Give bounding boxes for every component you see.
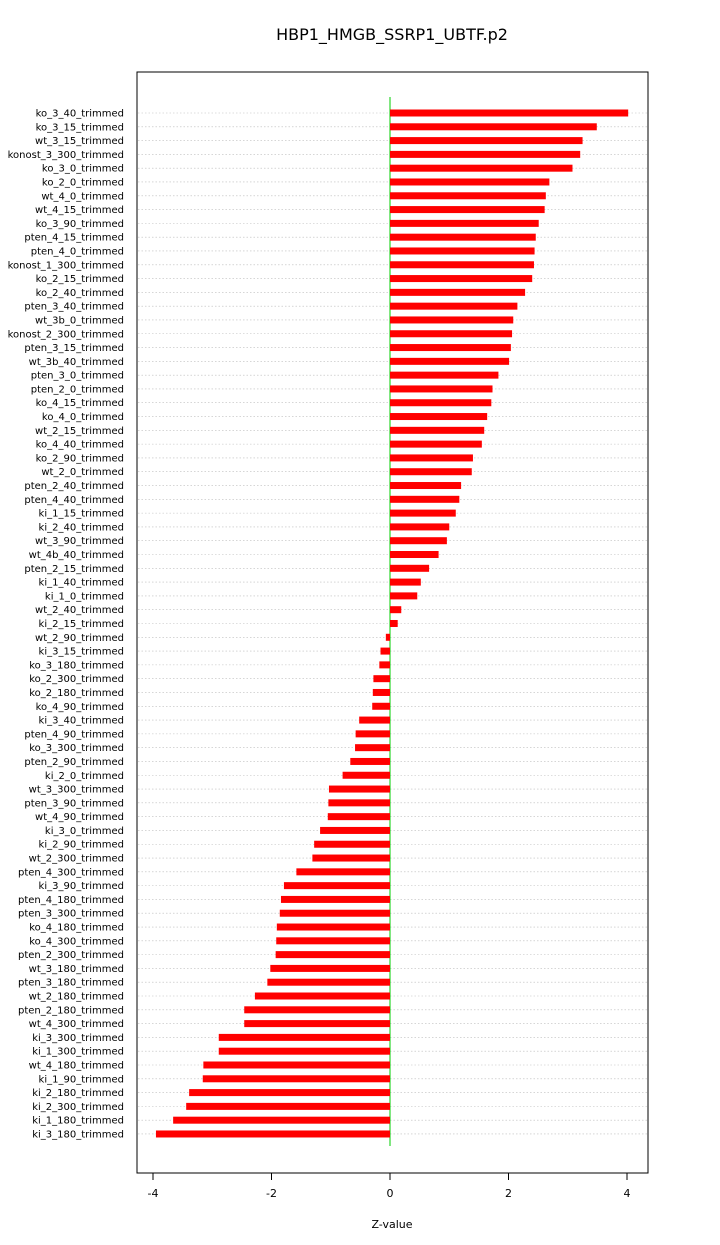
bar xyxy=(312,855,390,862)
category-label: ko_2_0_trimmed xyxy=(41,177,124,189)
bar xyxy=(381,648,390,655)
category-label: ko_3_90_trimmed xyxy=(35,218,124,230)
category-label: ko_4_15_trimmed xyxy=(35,398,124,410)
category-label: ki_1_40_trimmed xyxy=(38,577,124,589)
category-label: wt_3_15_trimmed xyxy=(35,136,124,148)
bar xyxy=(390,234,536,241)
bar xyxy=(356,730,390,737)
bar xyxy=(390,247,535,254)
bar xyxy=(276,951,390,958)
category-label: ki_1_300_trimmed xyxy=(32,1046,124,1058)
category-label: ko_4_90_trimmed xyxy=(35,701,124,713)
category-label: wt_4_0_trimmed xyxy=(41,191,124,203)
x-tick-label: 2 xyxy=(505,1187,512,1200)
bar xyxy=(280,910,390,917)
category-label: ko_2_40_trimmed xyxy=(35,287,124,299)
category-label: ki_1_0_trimmed xyxy=(44,591,124,603)
bar xyxy=(343,772,390,779)
x-tick-label: 0 xyxy=(386,1187,394,1200)
bar xyxy=(390,192,546,199)
bar xyxy=(219,1048,390,1055)
bar xyxy=(173,1117,390,1124)
category-label: pten_2_180_trimmed xyxy=(17,1005,124,1017)
category-label: ko_3_180_trimmed xyxy=(29,660,124,672)
category-label: wt_2_15_trimmed xyxy=(35,425,124,437)
category-label: ki_2_90_trimmed xyxy=(38,839,124,851)
bar xyxy=(267,979,390,986)
category-label: ki_3_300_trimmed xyxy=(32,1032,124,1044)
category-label: ko_4_180_trimmed xyxy=(29,922,124,934)
category-label: pten_4_0_trimmed xyxy=(30,246,124,258)
category-label: ko_3_40_trimmed xyxy=(35,108,124,120)
category-label: pten_4_300_trimmed xyxy=(17,867,124,879)
bar xyxy=(390,123,597,130)
category-label: pten_4_90_trimmed xyxy=(24,729,124,741)
category-label: ko_4_40_trimmed xyxy=(35,439,124,451)
bar xyxy=(390,344,511,351)
x-tick-label: -2 xyxy=(266,1187,277,1200)
category-label: wt_2_90_trimmed xyxy=(35,632,124,644)
category-label: ko_3_0_trimmed xyxy=(41,163,124,175)
category-label: ki_1_15_trimmed xyxy=(38,508,124,520)
bar xyxy=(296,868,390,875)
bar xyxy=(390,441,482,448)
category-label: wt_2_40_trimmed xyxy=(35,605,124,617)
bar xyxy=(390,510,456,517)
category-label: wt_3_90_trimmed xyxy=(35,536,124,548)
bar xyxy=(390,579,421,586)
bar xyxy=(390,413,487,420)
category-label: pten_2_0_trimmed xyxy=(30,384,124,396)
category-label: wt_3b_40_trimmed xyxy=(28,356,124,368)
bar xyxy=(390,206,545,213)
bar xyxy=(276,937,390,944)
bar xyxy=(390,592,417,599)
category-label: pten_3_180_trimmed xyxy=(17,977,124,989)
bar xyxy=(390,358,509,365)
bar xyxy=(244,1020,390,1027)
bar xyxy=(390,110,628,117)
category-label: pten_4_15_trimmed xyxy=(24,232,124,244)
category-label: ki_2_180_trimmed xyxy=(32,1088,124,1100)
x-tick-label: -4 xyxy=(147,1187,159,1200)
category-label: wt_4_180_trimmed xyxy=(28,1060,124,1072)
category-label: pten_4_180_trimmed xyxy=(17,894,124,906)
category-label: pten_4_40_trimmed xyxy=(24,494,124,506)
bar xyxy=(390,372,498,379)
category-label: ki_3_0_trimmed xyxy=(44,825,124,837)
bar xyxy=(390,275,532,282)
bar xyxy=(390,427,484,434)
category-label: ki_2_300_trimmed xyxy=(32,1101,124,1113)
category-label: wt_2_180_trimmed xyxy=(28,991,124,1003)
bar xyxy=(270,965,390,972)
bar xyxy=(390,261,534,268)
bar xyxy=(156,1130,390,1137)
category-label: ki_2_40_trimmed xyxy=(38,522,124,534)
category-label: ko_2_90_trimmed xyxy=(35,453,124,465)
category-label: ki_2_0_trimmed xyxy=(44,770,124,782)
category-label: wt_3_300_trimmed xyxy=(28,784,124,796)
category-label: ko_2_300_trimmed xyxy=(29,674,124,686)
bar xyxy=(390,165,572,172)
category-label: pten_2_40_trimmed xyxy=(24,481,124,493)
bar xyxy=(390,178,549,185)
bar xyxy=(350,758,390,765)
bar xyxy=(390,303,517,310)
category-label: pten_2_300_trimmed xyxy=(17,950,124,962)
bar xyxy=(390,151,580,158)
category-label: wt_3b_0_trimmed xyxy=(35,315,124,327)
bar xyxy=(390,606,401,613)
bar xyxy=(390,620,398,627)
bar xyxy=(373,675,390,682)
bar xyxy=(355,744,390,751)
bar xyxy=(203,1075,390,1082)
bar xyxy=(284,882,390,889)
bar xyxy=(390,482,461,489)
category-label: ki_3_180_trimmed xyxy=(32,1129,124,1141)
bar xyxy=(390,523,449,530)
x-tick-label: 4 xyxy=(623,1187,631,1200)
category-label: wt_4b_40_trimmed xyxy=(28,550,124,562)
category-label: konost_1_300_trimmed xyxy=(7,260,124,272)
bar xyxy=(390,468,472,475)
bar xyxy=(390,537,447,544)
bar xyxy=(281,896,390,903)
bar xyxy=(255,993,390,1000)
bar xyxy=(189,1089,390,1096)
category-label: pten_3_90_trimmed xyxy=(24,798,124,810)
category-label: wt_4_90_trimmed xyxy=(35,812,124,824)
category-label: ko_3_300_trimmed xyxy=(29,743,124,755)
category-label: pten_2_15_trimmed xyxy=(24,563,124,575)
category-label: ko_3_15_trimmed xyxy=(35,122,124,134)
bar xyxy=(390,385,493,392)
x-axis-label: Z-value xyxy=(371,1218,413,1231)
category-label: wt_3_180_trimmed xyxy=(28,963,124,975)
category-label: pten_3_40_trimmed xyxy=(24,301,124,313)
bar xyxy=(203,1061,390,1068)
bar xyxy=(386,634,390,641)
category-label: konost_2_300_trimmed xyxy=(7,329,124,341)
category-label: ko_2_180_trimmed xyxy=(29,687,124,699)
bar xyxy=(320,827,390,834)
bar xyxy=(390,399,491,406)
category-label: ko_4_300_trimmed xyxy=(29,936,124,948)
bar xyxy=(379,661,390,668)
bar xyxy=(186,1103,390,1110)
category-label: wt_2_300_trimmed xyxy=(28,853,124,865)
bar xyxy=(219,1034,390,1041)
bar xyxy=(277,924,390,931)
bar xyxy=(328,813,390,820)
bar xyxy=(390,565,429,572)
bar xyxy=(390,220,539,227)
bar xyxy=(372,703,390,710)
chart-title: HBP1_HMGB_SSRP1_UBTF.p2 xyxy=(276,25,508,44)
category-label: wt_2_0_trimmed xyxy=(41,467,124,479)
category-label: ki_3_90_trimmed xyxy=(38,881,124,893)
category-label: pten_2_90_trimmed xyxy=(24,756,124,768)
bar xyxy=(390,330,512,337)
category-label: ki_3_40_trimmed xyxy=(38,715,124,727)
bar xyxy=(329,786,390,793)
category-label: ko_4_0_trimmed xyxy=(41,412,124,424)
category-label: ki_1_90_trimmed xyxy=(38,1074,124,1086)
bar xyxy=(390,289,525,296)
bar xyxy=(373,689,390,696)
category-label: konost_3_300_trimmed xyxy=(7,149,124,161)
bar xyxy=(328,799,390,806)
category-label: ki_2_15_trimmed xyxy=(38,618,124,630)
bar xyxy=(390,496,459,503)
category-label: ko_2_15_trimmed xyxy=(35,274,124,286)
bar xyxy=(244,1006,390,1013)
category-label: ki_1_180_trimmed xyxy=(32,1115,124,1127)
category-label: pten_3_0_trimmed xyxy=(30,370,124,382)
bar xyxy=(390,454,473,461)
category-label: ki_3_15_trimmed xyxy=(38,646,124,658)
category-label: wt_4_300_trimmed xyxy=(28,1019,124,1031)
category-label: pten_3_300_trimmed xyxy=(17,908,124,920)
category-label: wt_4_15_trimmed xyxy=(35,205,124,217)
bar xyxy=(314,841,390,848)
category-label: pten_3_15_trimmed xyxy=(24,343,124,355)
bar xyxy=(390,316,513,323)
bar xyxy=(390,551,439,558)
bar xyxy=(390,137,583,144)
bar xyxy=(359,717,390,724)
